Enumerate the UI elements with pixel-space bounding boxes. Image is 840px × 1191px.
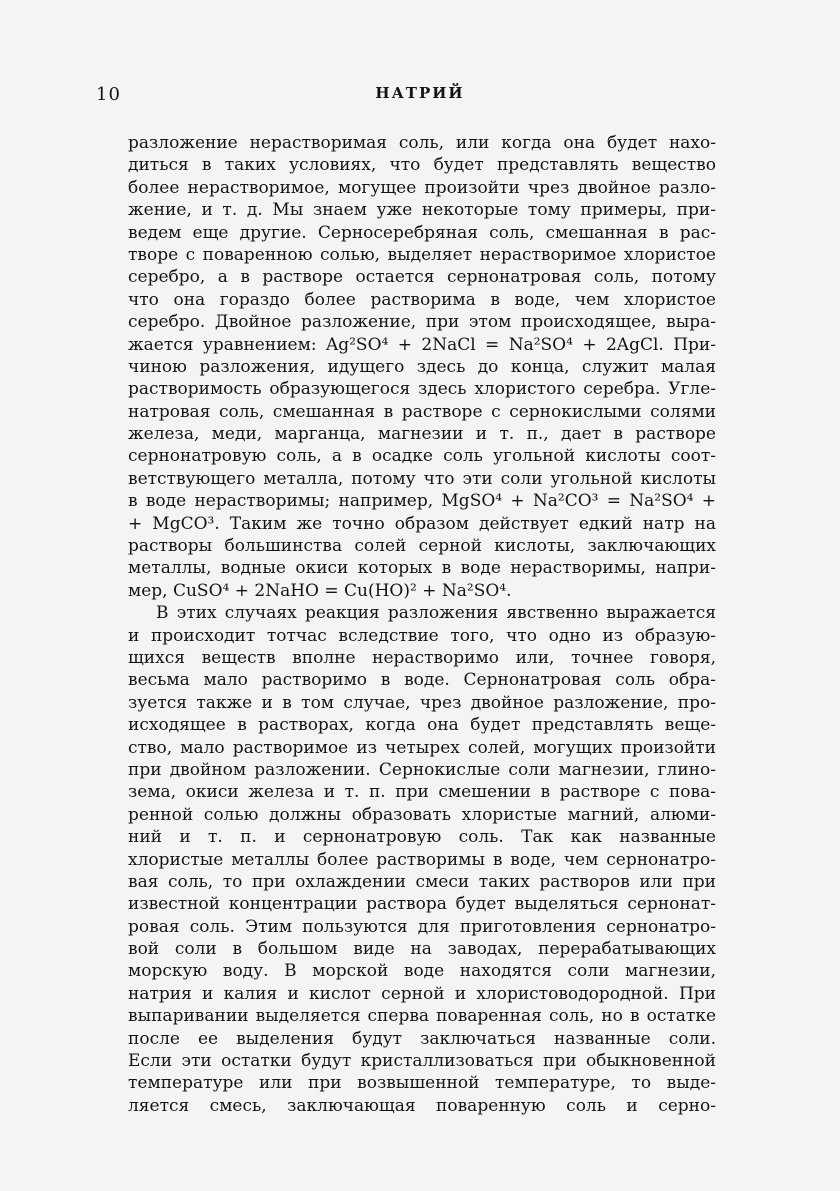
text-line: серебро. Двойное разложение, при этом происходящее, выра- xyxy=(128,312,716,333)
paragraph-start-line: В этих случаях реакция разложения явственно выражается xyxy=(156,603,716,624)
text-line: при двойном разложении. Сернокислые соли магнезии, глино- xyxy=(128,759,716,780)
text-line: натровая соль, смешанная в растворе с сернокислыми солями xyxy=(128,401,716,422)
text-line: ляется смесь, заключающая поваренную соль и серно- xyxy=(128,1095,716,1116)
text-line: после ее выделения будут заключаться названные соли. xyxy=(128,1028,716,1049)
text-line: чиною разложения, идущего здесь до конца, служит малая xyxy=(128,356,716,377)
text-line: ветствующего металла, потому что эти соли угольной кислоты xyxy=(128,468,716,489)
text-line: щихся веществ вполне нерастворимо или, точнее говоря, xyxy=(128,647,716,668)
text-line: железа, меди, марганца, магнезии и т. п., дает в растворе xyxy=(128,424,716,445)
text-line: ренной солью должны образовать хлористые магний, алюми- xyxy=(128,804,716,825)
text-line: морскую воду. В морской воде находятся соли магнезии, xyxy=(128,961,716,982)
text-line: диться в таких условиях, что будет представлять вещество xyxy=(128,155,716,176)
text-line: что она гораздо более растворима в воде, чем хлористое xyxy=(128,289,716,310)
body-text xyxy=(128,132,716,1117)
text-line: температуре или при возвышенной температуре, то выде- xyxy=(128,1073,716,1094)
text-line: натрия и калия и кислот серной и хлористоводородной. При xyxy=(128,983,716,1004)
text-line: ство, мало растворимое из четырех солей, могущих произойти xyxy=(128,737,716,758)
text-line: более нерастворимое, могущее произойти чрез двойное разло- xyxy=(128,177,716,198)
text-line: вой соли в большом виде на заводах, перерабатывающих xyxy=(128,939,716,960)
text-line: в воде нерастворимы; например, MgSO⁴ + Na²CO³ = Na²SO⁴ + xyxy=(128,491,716,512)
text-line: весьма мало растворимо в воде. Сернонатровая соль обра- xyxy=(128,670,716,691)
text-line: сернонатровую соль, а в осадке соль угольной кислоты соот- xyxy=(128,446,716,467)
text-line: исходящее в растворах, когда она будет представлять веще- xyxy=(128,715,716,736)
text-line: вая соль, то при охлаждении смеси таких растворов или при xyxy=(128,871,716,892)
text-line: выпаривании выделяется сперва поваренная соль, но в остатке xyxy=(128,1006,716,1027)
page-number: 10 xyxy=(96,84,121,105)
text-line: + MgCO³. Таким же точно образом действует едкий натр на xyxy=(128,513,716,534)
text-line: серебро, а в растворе остается сернонатровая соль, потому xyxy=(128,267,716,288)
text-line: ровая соль. Этим пользуются для приготовления сернонатро- xyxy=(128,916,716,937)
running-head: НАТРИЙ xyxy=(375,84,465,102)
text-line: Если эти остатки будут кристаллизоваться при обыкновенной xyxy=(128,1051,716,1072)
text-line: зема, окиси железа и т. п. при смешении в растворе с пова- xyxy=(128,782,716,803)
text-line: мер, CuSO⁴ + 2NaHO = Cu(HO)² + Na²SO⁴. xyxy=(128,580,512,601)
text-line: известной концентрации раствора будет выделяться сернонат- xyxy=(128,894,716,915)
text-line: металлы, водные окиси которых в воде нерастворимы, напри- xyxy=(128,558,716,579)
text-line: творе с поваренною солью, выделяет нерастворимое хлористое xyxy=(128,244,716,265)
text-line: и происходит тотчас вследствие того, что одно из образую- xyxy=(128,625,716,646)
text-line: ведем еще другие. Серносеребряная соль, смешанная в рас- xyxy=(128,222,716,243)
text-line: хлористые металлы более растворимы в воде, чем сернонатро- xyxy=(128,849,716,870)
text-line: жение, и т. д. Мы знаем уже некоторые тому примеры, при- xyxy=(128,200,716,221)
text-line: растворы большинства солей серной кислоты, заключающих xyxy=(128,536,716,557)
text-line: ний и т. п. и сернонатровую соль. Так как названные xyxy=(128,827,716,848)
text-line: разложение нерастворимая соль, или когда она будет нахо- xyxy=(128,133,716,153)
text-line: зуется также и в том случае, чрез двойное разложение, про- xyxy=(128,692,716,713)
text-line: жается уравнением: Ag²SO⁴ + 2NaCl = Na²SO⁴ + 2AgCl. При- xyxy=(128,334,716,355)
text-line: растворимость образующегося здесь хлористого серебра. Угле- xyxy=(128,379,716,400)
